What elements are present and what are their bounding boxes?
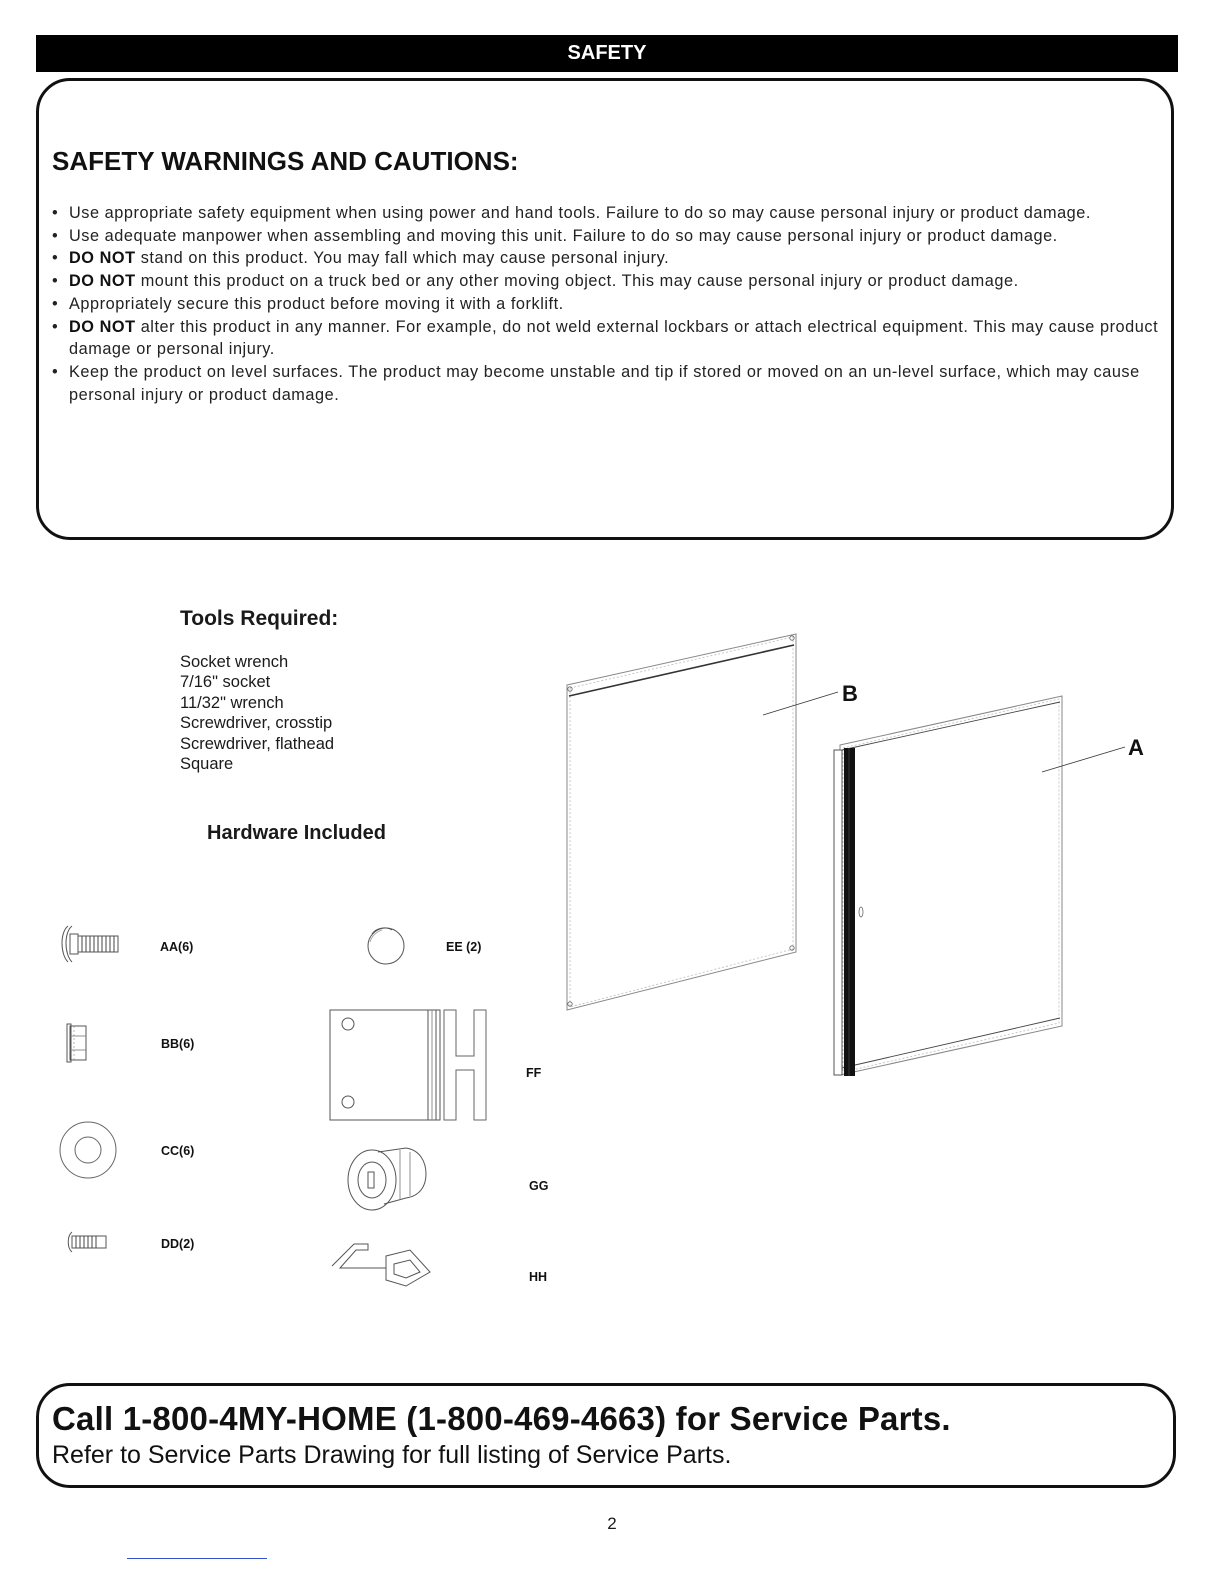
washer-icon	[58, 1120, 120, 1182]
page-number: 2	[607, 1514, 617, 1533]
screw-icon	[66, 1230, 110, 1254]
warning-item: • Use adequate manpower when assembling and moving this unit. Failure to do so may cause personal injury or product damage.	[50, 225, 1160, 248]
lock-cylinder-icon	[344, 1138, 434, 1214]
warning-item: • DO NOT mount this product on a truck bed or any other moving object. This may cause personal injury or product damage.	[50, 270, 1160, 293]
hardware-label-ee: EE (2)	[446, 940, 482, 954]
tool-item: 7/16" socket	[180, 673, 271, 692]
tool-item: Screwdriver, crosstip	[180, 714, 333, 733]
hardware-label-cc: CC(6)	[161, 1144, 195, 1158]
service-call-text: Call 1-800-4MY-HOME (1-800-469-4663) for Service Parts.	[52, 1400, 951, 1437]
plug-button-icon	[364, 924, 410, 970]
safety-title: SAFETY WARNINGS AND CAUTIONS:	[52, 146, 519, 176]
warning-item: • Use appropriate safety equipment when using power and hand tools. Failure to do so may cause personal injury or product damage.	[50, 202, 1160, 225]
hardware-label-hh: HH	[529, 1270, 548, 1284]
part-label-a: A	[1128, 735, 1144, 760]
warning-item: • Appropriately secure this product before moving it with a forklift.	[50, 293, 1160, 316]
footer-rule	[127, 1558, 267, 1559]
hardware-label-aa: AA(6)	[160, 940, 194, 954]
bracket-icon	[328, 1004, 490, 1122]
hardware-label-ff: FF	[526, 1066, 542, 1080]
tool-item: Square	[180, 755, 234, 774]
service-refer-text: Refer to Service Parts Drawing for full listing of Service Parts.	[52, 1441, 732, 1469]
tool-item: Screwdriver, flathead	[180, 734, 335, 753]
tool-item: 11/32" wrench	[180, 693, 284, 712]
hardware-title: Hardware Included	[207, 822, 386, 844]
hardware-label-bb: BB(6)	[161, 1037, 195, 1051]
hardware-label-dd: DD(2)	[161, 1237, 195, 1251]
warning-item: • DO NOT stand on this product. You may fall which may cause personal injury.	[50, 247, 1160, 270]
cam-latch-icon	[328, 1236, 436, 1292]
warning-item: • Keep the product on level surfaces. The product may become unstable and tip if stored or moved on an un-level surface, which may cause personal injury or product damage.	[50, 361, 1160, 406]
flange-nut-icon	[64, 1018, 92, 1068]
panel-a-illustration	[830, 690, 1070, 1085]
section-header: SAFETY	[36, 35, 1178, 72]
panel-b-illustration	[560, 628, 810, 1018]
warnings-list	[50, 202, 1160, 406]
carriage-bolt-icon	[58, 922, 122, 966]
tools-title: Tools Required:	[180, 607, 339, 630]
part-label-b: B	[842, 681, 858, 706]
warning-item: • DO NOT alter this product in any manner. For example, do not weld external lockbars or attach electrical equipment. This may cause product damage or personal injury.	[50, 316, 1160, 361]
hardware-label-gg: GG	[529, 1179, 549, 1193]
tool-item: Socket wrench	[180, 653, 289, 671]
tools-list	[180, 652, 334, 774]
